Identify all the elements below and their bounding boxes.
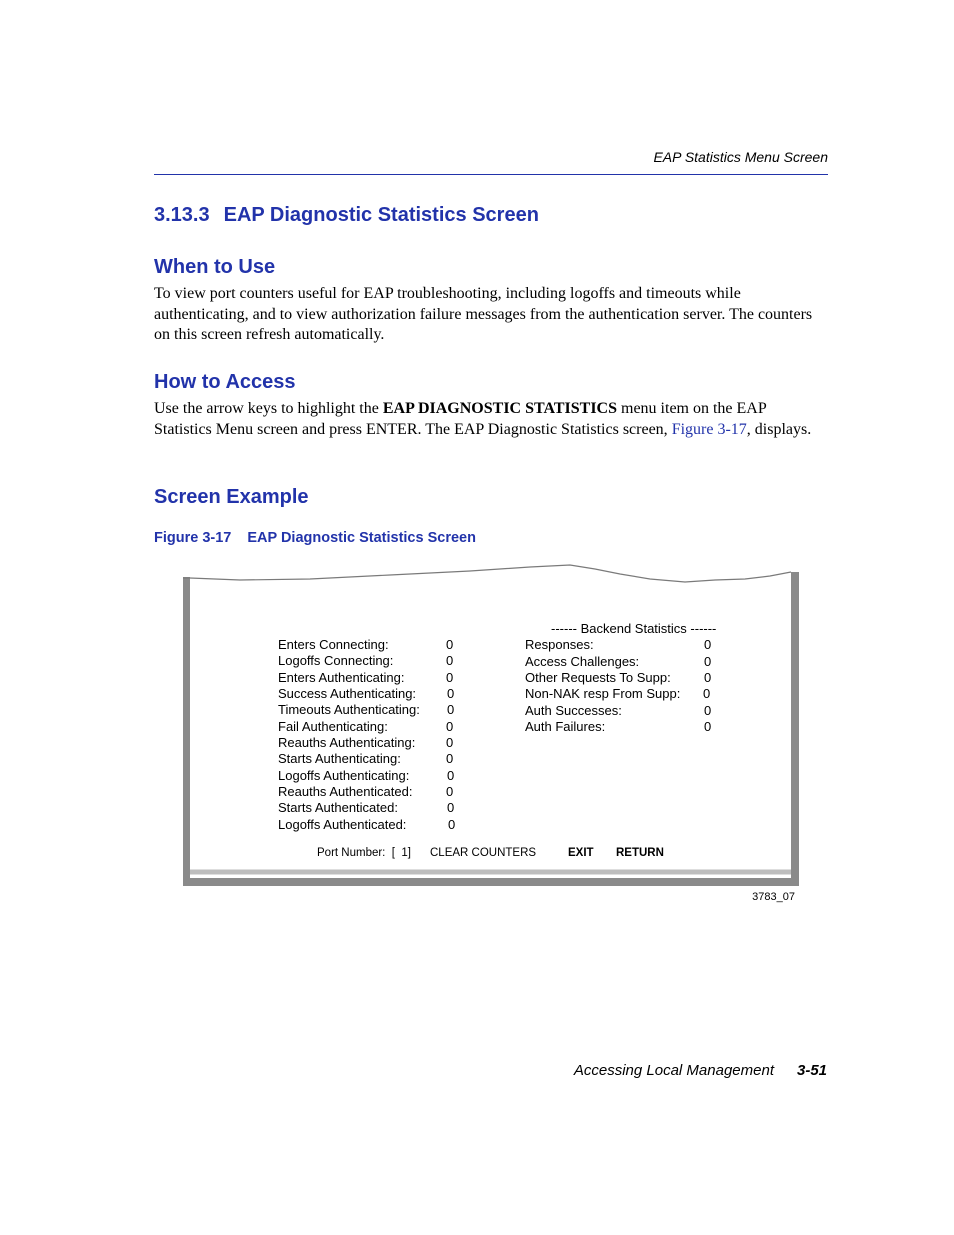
stat-value-auth-successes: 0 — [704, 703, 712, 718]
stat-label-success-authenticating: Success Authenticating: — [278, 686, 417, 701]
screen-example-heading: Screen Example — [154, 486, 309, 508]
stat-label-enters-authenticating: Enters Authenticating: — [278, 670, 405, 685]
stat-label-logoffs-connecting: Logoffs Connecting: — [278, 653, 394, 668]
when-to-use-heading: When to Use — [154, 256, 276, 278]
stat-label-auth-failures: Auth Failures: — [525, 719, 606, 734]
menu-item-term: EAP DIAGNOSTIC STATISTICS — [382, 400, 617, 417]
stat-label-other-requests: Other Requests To Supp: — [525, 670, 671, 685]
stat-label-non-nak-resp: Non-NAK resp From Supp: — [525, 686, 681, 701]
stat-value-non-nak-resp: 0 — [703, 686, 711, 701]
header-rule — [154, 174, 828, 175]
clear-counters-button[interactable]: CLEAR COUNTERS — [430, 847, 537, 859]
section-title — [154, 204, 539, 227]
stat-label-access-challenges: Access Challenges: — [525, 654, 640, 669]
stat-value-starts-authenticating: 0 — [446, 751, 454, 766]
how-to-access-text-2: menu item on the EAP Statistics Menu screen and press ENTER. The EAP Diagnostic Statistics screen, — [154, 400, 767, 438]
figure-caption — [154, 530, 492, 546]
stat-value-access-challenges: 0 — [704, 654, 712, 669]
stat-label-starts-authenticating: Starts Authenticating: — [278, 751, 401, 766]
return-button[interactable]: RETURN — [616, 847, 664, 859]
section-title-text: EAP Diagnostic Statistics Screen — [223, 204, 539, 226]
running-header: EAP Statistics Menu Screen — [653, 149, 828, 165]
figure-label: Figure 3-17 — [154, 530, 232, 546]
stat-value-logoffs-authenticated: 0 — [448, 817, 456, 832]
stat-label-logoffs-authenticating: Logoffs Authenticating: — [278, 768, 410, 783]
figure-title: EAP Diagnostic Statistics Screen — [247, 530, 476, 546]
backend-statistics-header: ------ Backend Statistics ------ — [551, 621, 717, 636]
stat-value-success-authenticating: 0 — [447, 686, 455, 701]
stat-label-reauths-authenticating: Reauths Authenticating: — [278, 735, 416, 750]
stat-value-timeouts-authenticating: 0 — [447, 702, 455, 717]
footer-chapter: Accessing Local Management — [573, 1062, 774, 1079]
stat-label-auth-successes: Auth Successes: — [525, 703, 622, 718]
stat-label-timeouts-authenticating: Timeouts Authenticating: — [278, 702, 420, 717]
stat-value-responses: 0 — [704, 637, 712, 652]
stat-label-reauths-authenticated: Reauths Authenticated: — [278, 784, 413, 799]
stat-label-starts-authenticated: Starts Authenticated: — [278, 800, 398, 815]
stat-label-responses: Responses: — [525, 637, 594, 652]
when-to-use-body: To view port counters useful for EAP troubleshooting, including logoffs and timeouts while authenticating, and to view authorization failure messages from the authentication server. The counters on this screen refresh automatically. — [154, 285, 813, 343]
stat-value-starts-authenticated: 0 — [447, 800, 455, 815]
stat-value-enters-authenticating: 0 — [446, 670, 454, 685]
stat-value-fail-authenticating: 0 — [446, 719, 454, 734]
stat-value-logoffs-authenticating: 0 — [447, 768, 455, 783]
stat-label-enters-connecting: Enters Connecting: — [278, 637, 389, 652]
stat-value-other-requests: 0 — [704, 670, 712, 685]
how-to-access-text-1: Use the arrow keys to highlight the — [154, 400, 383, 417]
stat-value-enters-connecting: 0 — [446, 637, 454, 652]
footer-page-number: 3-51 — [797, 1062, 828, 1079]
port-number-field[interactable]: Port Number: [ 1] — [317, 847, 411, 859]
stat-value-logoffs-connecting: 0 — [446, 653, 454, 668]
figure-id: 3783_07 — [752, 891, 795, 903]
stat-value-reauths-authenticating: 0 — [446, 735, 454, 750]
stat-label-fail-authenticating: Fail Authenticating: — [278, 719, 388, 734]
figure-link[interactable]: Figure 3-17 — [671, 420, 747, 438]
section-number: 3.13.3 — [154, 204, 210, 226]
how-to-access-heading: How to Access — [154, 371, 296, 393]
exit-button[interactable]: EXIT — [568, 847, 594, 859]
how-to-access-body — [154, 399, 819, 440]
how-to-access-text-3: , displays. — [746, 420, 812, 438]
stat-label-logoffs-authenticated: Logoffs Authenticated: — [278, 817, 407, 832]
stat-value-reauths-authenticated: 0 — [446, 784, 454, 799]
stat-value-auth-failures: 0 — [704, 719, 712, 734]
